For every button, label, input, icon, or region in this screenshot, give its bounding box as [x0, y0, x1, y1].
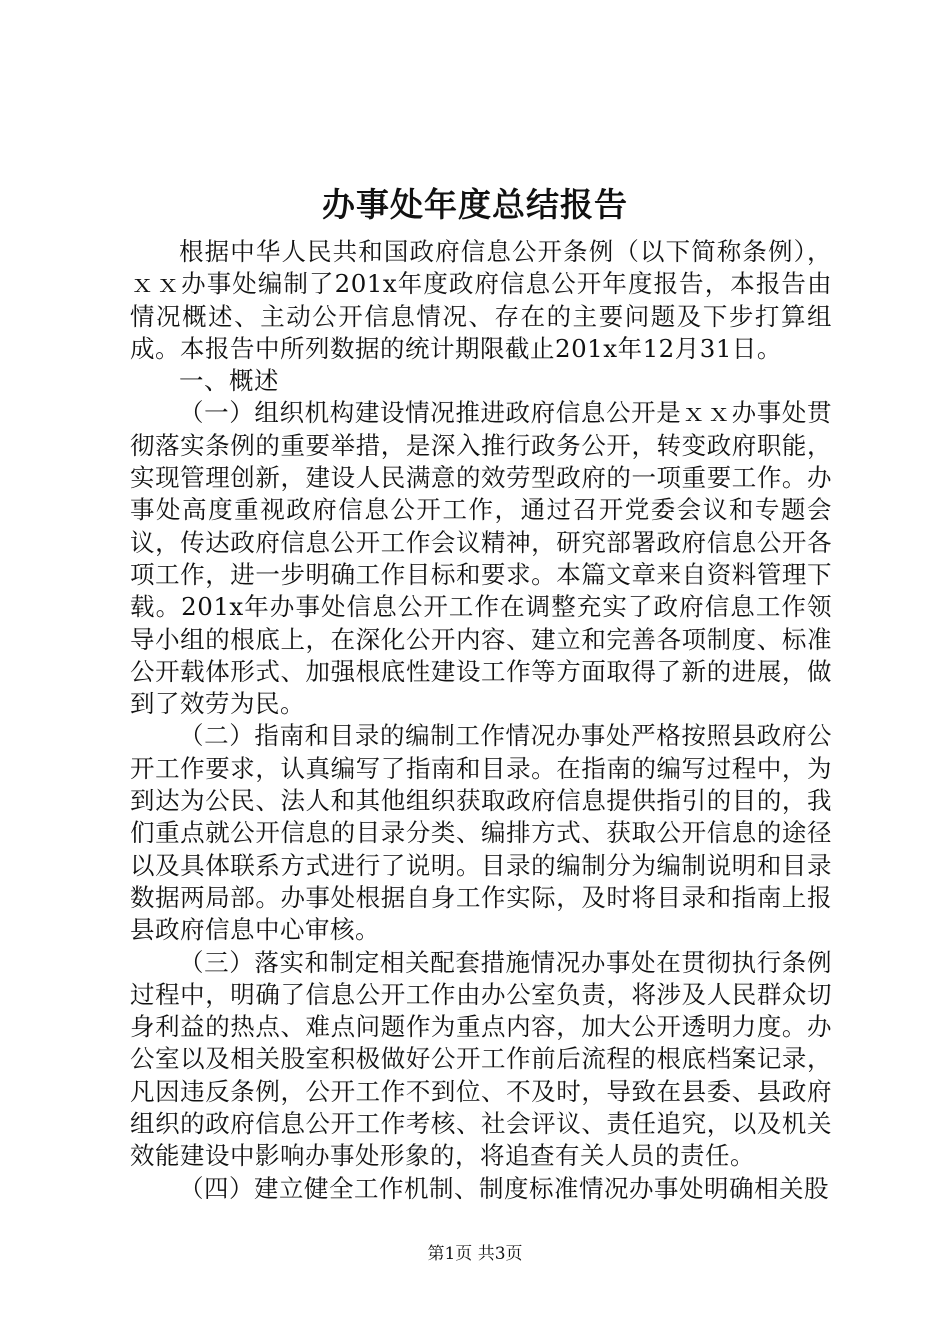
section-heading-overview: 一、概述	[179, 366, 279, 396]
paragraph-measures: （三）落实和制定相关配套措施情况办事处在贯彻执行条例过程中，明确了信息公开工作由办公室负责，将涉及人民群众切身利益的热点、难点问题作为重点内容，加大公开透明力度。办公室以及相关股室积极做好公开工作前后流程的根底档案记录，凡因违反条例，公开工作不到位、不及时，导致在县委、县政府组织的政府信息公开工作考核、社会评议、责任追究，以及机关效能建设中影响办事处形象的，将追查有关人员的责任。	[130, 947, 832, 1171]
page-footer: 第1页 共3页	[427, 1244, 523, 1264]
document-title: 办事处年度总结报告	[322, 185, 628, 224]
document-body	[130, 236, 832, 1205]
paragraph-guide-catalog: （二）指南和目录的编制工作情况办事处严格按照县政府公开工作要求，认真编写了指南和目录。在指南的编写过程中，为到达为公民、法人和其他组织获取政府信息提供指引的目的，我们重点就公开信息的目录分类、编排方式、获取公开信息的途径以及具体联系方式进行了说明。目录的编制分为编制说明和目录数据两局部。办事处根据自身工作实际，及时将目录和指南上报县政府信息中心审核。	[130, 721, 832, 945]
intro-paragraph: 根据中华人民共和国政府信息公开条例（以下简称条例），ｘｘ办事处编制了201x年度政府信息公开年度报告，本报告由情况概述、主动公开信息情况、存在的主要问题及下步打算组成。本报告中所列数据的统计期限截止201x年12月31日。	[130, 237, 832, 363]
paragraph-mechanism: （四）建立健全工作机制、制度标准情况办事处明确相关股	[179, 1173, 829, 1203]
paragraph-organization: （一）组织机构建设情况推进政府信息公开是ｘｘ办事处贯彻落实条例的重要举措，是深入推行政务公开，转变政府职能，实现管理创新，建设人民满意的效劳型政府的一项重要工作。办事处高度重视政府信息公开工作，通过召开党委会议和专题会议，传达政府信息公开工作会议精神，研究部署政府信息公开各项工作，进一步明确工作目标和要求。本篇文章来自资料管理下载。201x年办事处信息公开工作在调整充实了政府信息工作领导小组的根底上，在深化公开内容、建立和完善各项制度、标准公开载体形式、加强根底性建设工作等方面取得了新的进展，做到了效劳为民。	[130, 398, 832, 719]
